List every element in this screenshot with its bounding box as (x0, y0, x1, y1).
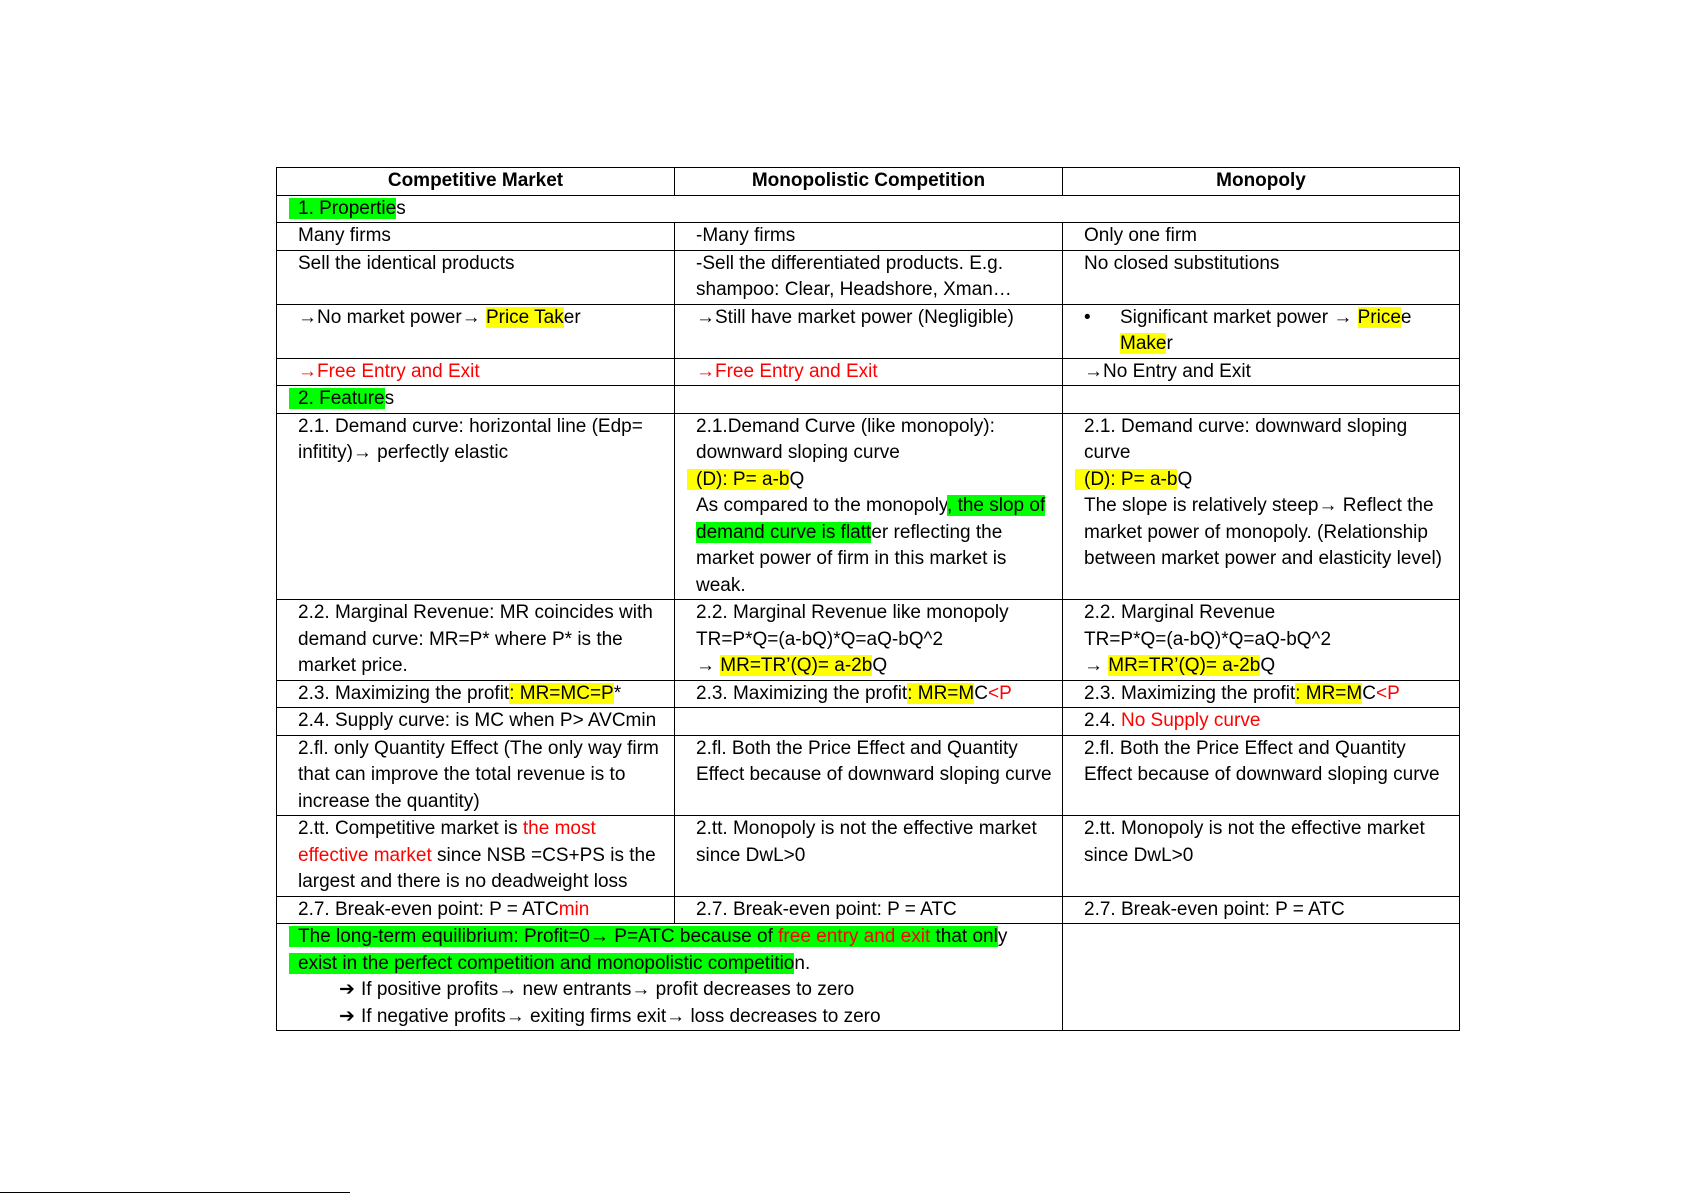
cm-profit-highlight: : MR=MC=P (509, 682, 614, 704)
row-market-power (277, 304, 1460, 358)
row-efficiency (277, 816, 1460, 897)
mc-demand-equation-highlight: (D): P= a-b (687, 469, 789, 490)
row-firms (277, 223, 1460, 251)
mc-demand-equation-tail: Q (789, 468, 805, 490)
row-demand-curve (277, 413, 1460, 600)
cell-cm-entry-exit: →Free Entry and Exit (277, 358, 675, 386)
mo-profit-c: C (1362, 682, 1376, 704)
mo-supply-red: No Supply curve (1120, 710, 1261, 731)
header-monopoly: Monopoly (1063, 168, 1460, 196)
mc-profit-lead: 2.3. Maximizing the profit (696, 682, 908, 704)
cell-cm-market-power (277, 304, 675, 358)
header-competitive-market: Competitive Market (277, 168, 675, 196)
cell-long-term-equilibrium (277, 924, 1063, 1031)
mo-mr-line3 (1084, 653, 1456, 680)
long-term-highlight-a: The long-term equilibrium: Profit=0→ P=ATC because of (289, 926, 778, 947)
mc-mr-line1: 2.2. Marginal Revenue like monopoly (696, 602, 1009, 623)
cell-mc-entry-exit: →Free Entry and Exit (675, 358, 1063, 386)
row-products (277, 250, 1460, 304)
mc-demand-equation (687, 467, 1059, 494)
section-properties-highlight: 1. Propertie (289, 198, 396, 219)
list-item: ➔ If negative profits→ exiting firms exit→ loss decreases to zero (339, 1004, 1059, 1031)
cm-efficiency-lead: 2.tt. Competitive market is (298, 818, 523, 839)
cell-mc-demand-curve (675, 413, 1063, 600)
cell-mo-maximizing-profit (1063, 680, 1460, 708)
cell-cm-maximizing-profit (277, 680, 675, 708)
cm-efficiency-red: the most effective market (298, 818, 596, 866)
cell-mc-break-even: 2.7. Break-even point: P = ATC (675, 896, 1063, 924)
cell-mo-demand-curve (1063, 413, 1460, 600)
mo-mr-arrow: → (1084, 655, 1109, 676)
cell-mc-firms: -Many firms (675, 223, 1063, 251)
mo-demand-equation-tail: Q (1177, 468, 1193, 490)
mc-demand-line1: 2.1.Demand Curve (like monopoly): downward sloping curve (696, 415, 995, 463)
cell-mo-supply-curve (1063, 708, 1460, 736)
mc-slope-highlight: , the slop of demand curve is flatt (696, 495, 1046, 543)
section-features-heading (277, 386, 675, 414)
section-features-row (277, 386, 1460, 414)
mc-mr-tail: Q (872, 655, 888, 676)
cell-cm-break-even (277, 896, 675, 924)
long-term-text (289, 924, 1059, 977)
cell-mo-products: No closed substitutions (1063, 250, 1460, 304)
mo-supply-lead: 2.4. (1084, 710, 1121, 731)
cell-cm-effect: 2.fl. only Quantity Effect (The only way firm that can improve the total revenue is to increase the quantity) (277, 735, 675, 816)
cell-cm-firms: Many firms (277, 223, 675, 251)
cell-mc-marginal-revenue (675, 600, 1063, 681)
cell-mo-marginal-revenue (1063, 600, 1460, 681)
cell-mo-entry-exit: →No Entry and Exit (1063, 358, 1460, 386)
row-long-term-equilibrium (277, 924, 1460, 1031)
mc-profit-highlight: : MR=M (907, 682, 975, 704)
cell-mc-market-power: →Still have market power (Negligible) (675, 304, 1063, 358)
comparison-table (276, 167, 1460, 1031)
mc-profit-red: <P (987, 682, 1012, 704)
cm-power-text: →No market power→ (298, 306, 486, 328)
cell-mo-break-even: 2.7. Break-even point: P = ATC (1063, 896, 1460, 924)
cm-price-taker-tail: er (563, 306, 581, 328)
header-monopolistic-competition: Monopolistic Competition (675, 168, 1063, 196)
mc-mr-arrow: → (696, 655, 721, 676)
cm-breakeven-lead: 2.7. Break-even point: P = ATC (298, 898, 559, 920)
long-term-f: n. (794, 952, 811, 974)
mc-slope-lead: As compared to the monopoly (696, 495, 948, 516)
mo-mr-line1: 2.2. Marginal Revenue (1084, 602, 1276, 623)
cell-mc-maximizing-profit (675, 680, 1063, 708)
cell-mo-features-empty (1063, 386, 1460, 414)
cm-breakeven-red: min (558, 898, 590, 920)
cell-mc-supply-curve (675, 708, 1063, 736)
mc-mr-line2: TR=P*Q=(a-bQ)*Q=aQ-bQ^2 (696, 628, 944, 650)
cell-cm-demand-curve: 2.1. Demand curve: horizontal line (Edp= infitity)→ perfectly elastic (277, 413, 675, 600)
mo-price-tail: e (1400, 306, 1412, 328)
cm-efficiency-tail: since NSB =CS+PS is the largest and there is no deadweight loss (298, 844, 656, 892)
row-price-quantity-effect (277, 735, 1460, 816)
row-marginal-revenue (277, 600, 1460, 681)
mc-mr-highlight: MR=TR’(Q)= a-2b (720, 655, 873, 676)
mc-demand-slope-line (687, 493, 1059, 599)
row-supply-curve (277, 708, 1460, 736)
cell-cm-supply-curve: 2.4. Supply curve: is MC when P> AVCmin (277, 708, 675, 736)
mc-slope-tail: er reflecting the market power of firm in this market is weak. (696, 521, 1007, 596)
cell-mo-effect: 2.fl. Both the Price Effect and Quantity Effect because of downward sloping curve (1063, 735, 1460, 816)
mo-maker-highlight: Make (1120, 333, 1167, 354)
cm-profit-lead: 2.3. Maximizing the profit (298, 682, 510, 704)
mo-mr-highlight: MR=TR’(Q)= a-2b (1108, 655, 1261, 676)
list-item: ➔ If positive profits→ new entrants→ profit decreases to zero (339, 977, 1059, 1004)
bullet-icon: • (1084, 306, 1091, 328)
mo-mr-line2: TR=P*Q=(a-bQ)*Q=aQ-bQ^2 (1084, 628, 1332, 650)
mo-power-text (1120, 305, 1411, 358)
mo-demand-equation-highlight: (D): P= a-b (1075, 469, 1177, 490)
long-term-d: y (997, 926, 1008, 947)
mo-mr-tail: Q (1260, 655, 1276, 676)
cell-cm-marginal-revenue: 2.2. Marginal Revenue: MR coincides with demand curve: MR=P* where P* is the market price. (277, 600, 675, 681)
header-row (277, 168, 1460, 196)
cell-mc-efficiency: 2.tt. Monopoly is not the effective market since DwL>0 (675, 816, 1063, 897)
section-properties-heading (277, 195, 1460, 223)
row-maximizing-profit (277, 680, 1460, 708)
row-break-even (277, 896, 1460, 924)
section-features-highlight: 2. Feature (289, 388, 385, 409)
cell-mc-effect: 2.fl. Both the Price Effect and Quantity Effect because of downward sloping curve (675, 735, 1063, 816)
mo-profit-highlight: : MR=M (1295, 682, 1363, 704)
cell-mo-firms: Only one firm (1063, 223, 1460, 251)
cell-cm-products: Sell the identical products (277, 250, 675, 304)
mo-price-highlight: Price (1357, 306, 1401, 328)
cell-mo-efficiency: 2.tt. Monopoly is not the effective market since DwL>0 (1063, 816, 1460, 897)
mo-profit-lead: 2.3. Maximizing the profit (1084, 682, 1296, 704)
mo-demand-slope-line: The slope is relatively steep→ Reflect the market power of monopoly. (Relationship between market power and elasticity level) (1084, 495, 1443, 569)
row-entry-exit (277, 358, 1460, 386)
section-properties-row (277, 195, 1460, 223)
cell-mo-market-power (1063, 304, 1460, 358)
cm-price-taker-highlight: Price Tak (485, 306, 564, 328)
long-term-highlight-e: exist in the perfect competition and monopolistic competitio (289, 953, 794, 974)
mo-profit-red: <P (1375, 682, 1400, 704)
mo-power-bullet-item (1084, 305, 1456, 358)
cell-mo-long-term-empty (1063, 924, 1460, 1031)
cell-mc-products: -Sell the differentiated products. E.g. shampoo: Clear, Headshore, Xman… (675, 250, 1063, 304)
mc-mr-line3 (696, 653, 1059, 680)
cell-mc-features-empty (675, 386, 1063, 414)
mc-profit-c: C (974, 682, 988, 704)
long-term-red: free entry and exit (778, 926, 931, 947)
cell-cm-efficiency (277, 816, 675, 897)
section-features-tail: s (384, 388, 395, 409)
mo-demand-equation (1075, 467, 1456, 494)
cm-profit-tail: * (613, 682, 622, 704)
section-properties-tail: s (396, 197, 406, 219)
long-term-highlight-c: that onl (930, 926, 998, 947)
mo-demand-line1: 2.1. Demand curve: downward sloping curve (1084, 415, 1408, 463)
long-term-arrow-list (289, 977, 1059, 1030)
mo-maker-tail: r (1166, 333, 1173, 354)
mo-power-lead: Significant market power → (1120, 306, 1358, 328)
